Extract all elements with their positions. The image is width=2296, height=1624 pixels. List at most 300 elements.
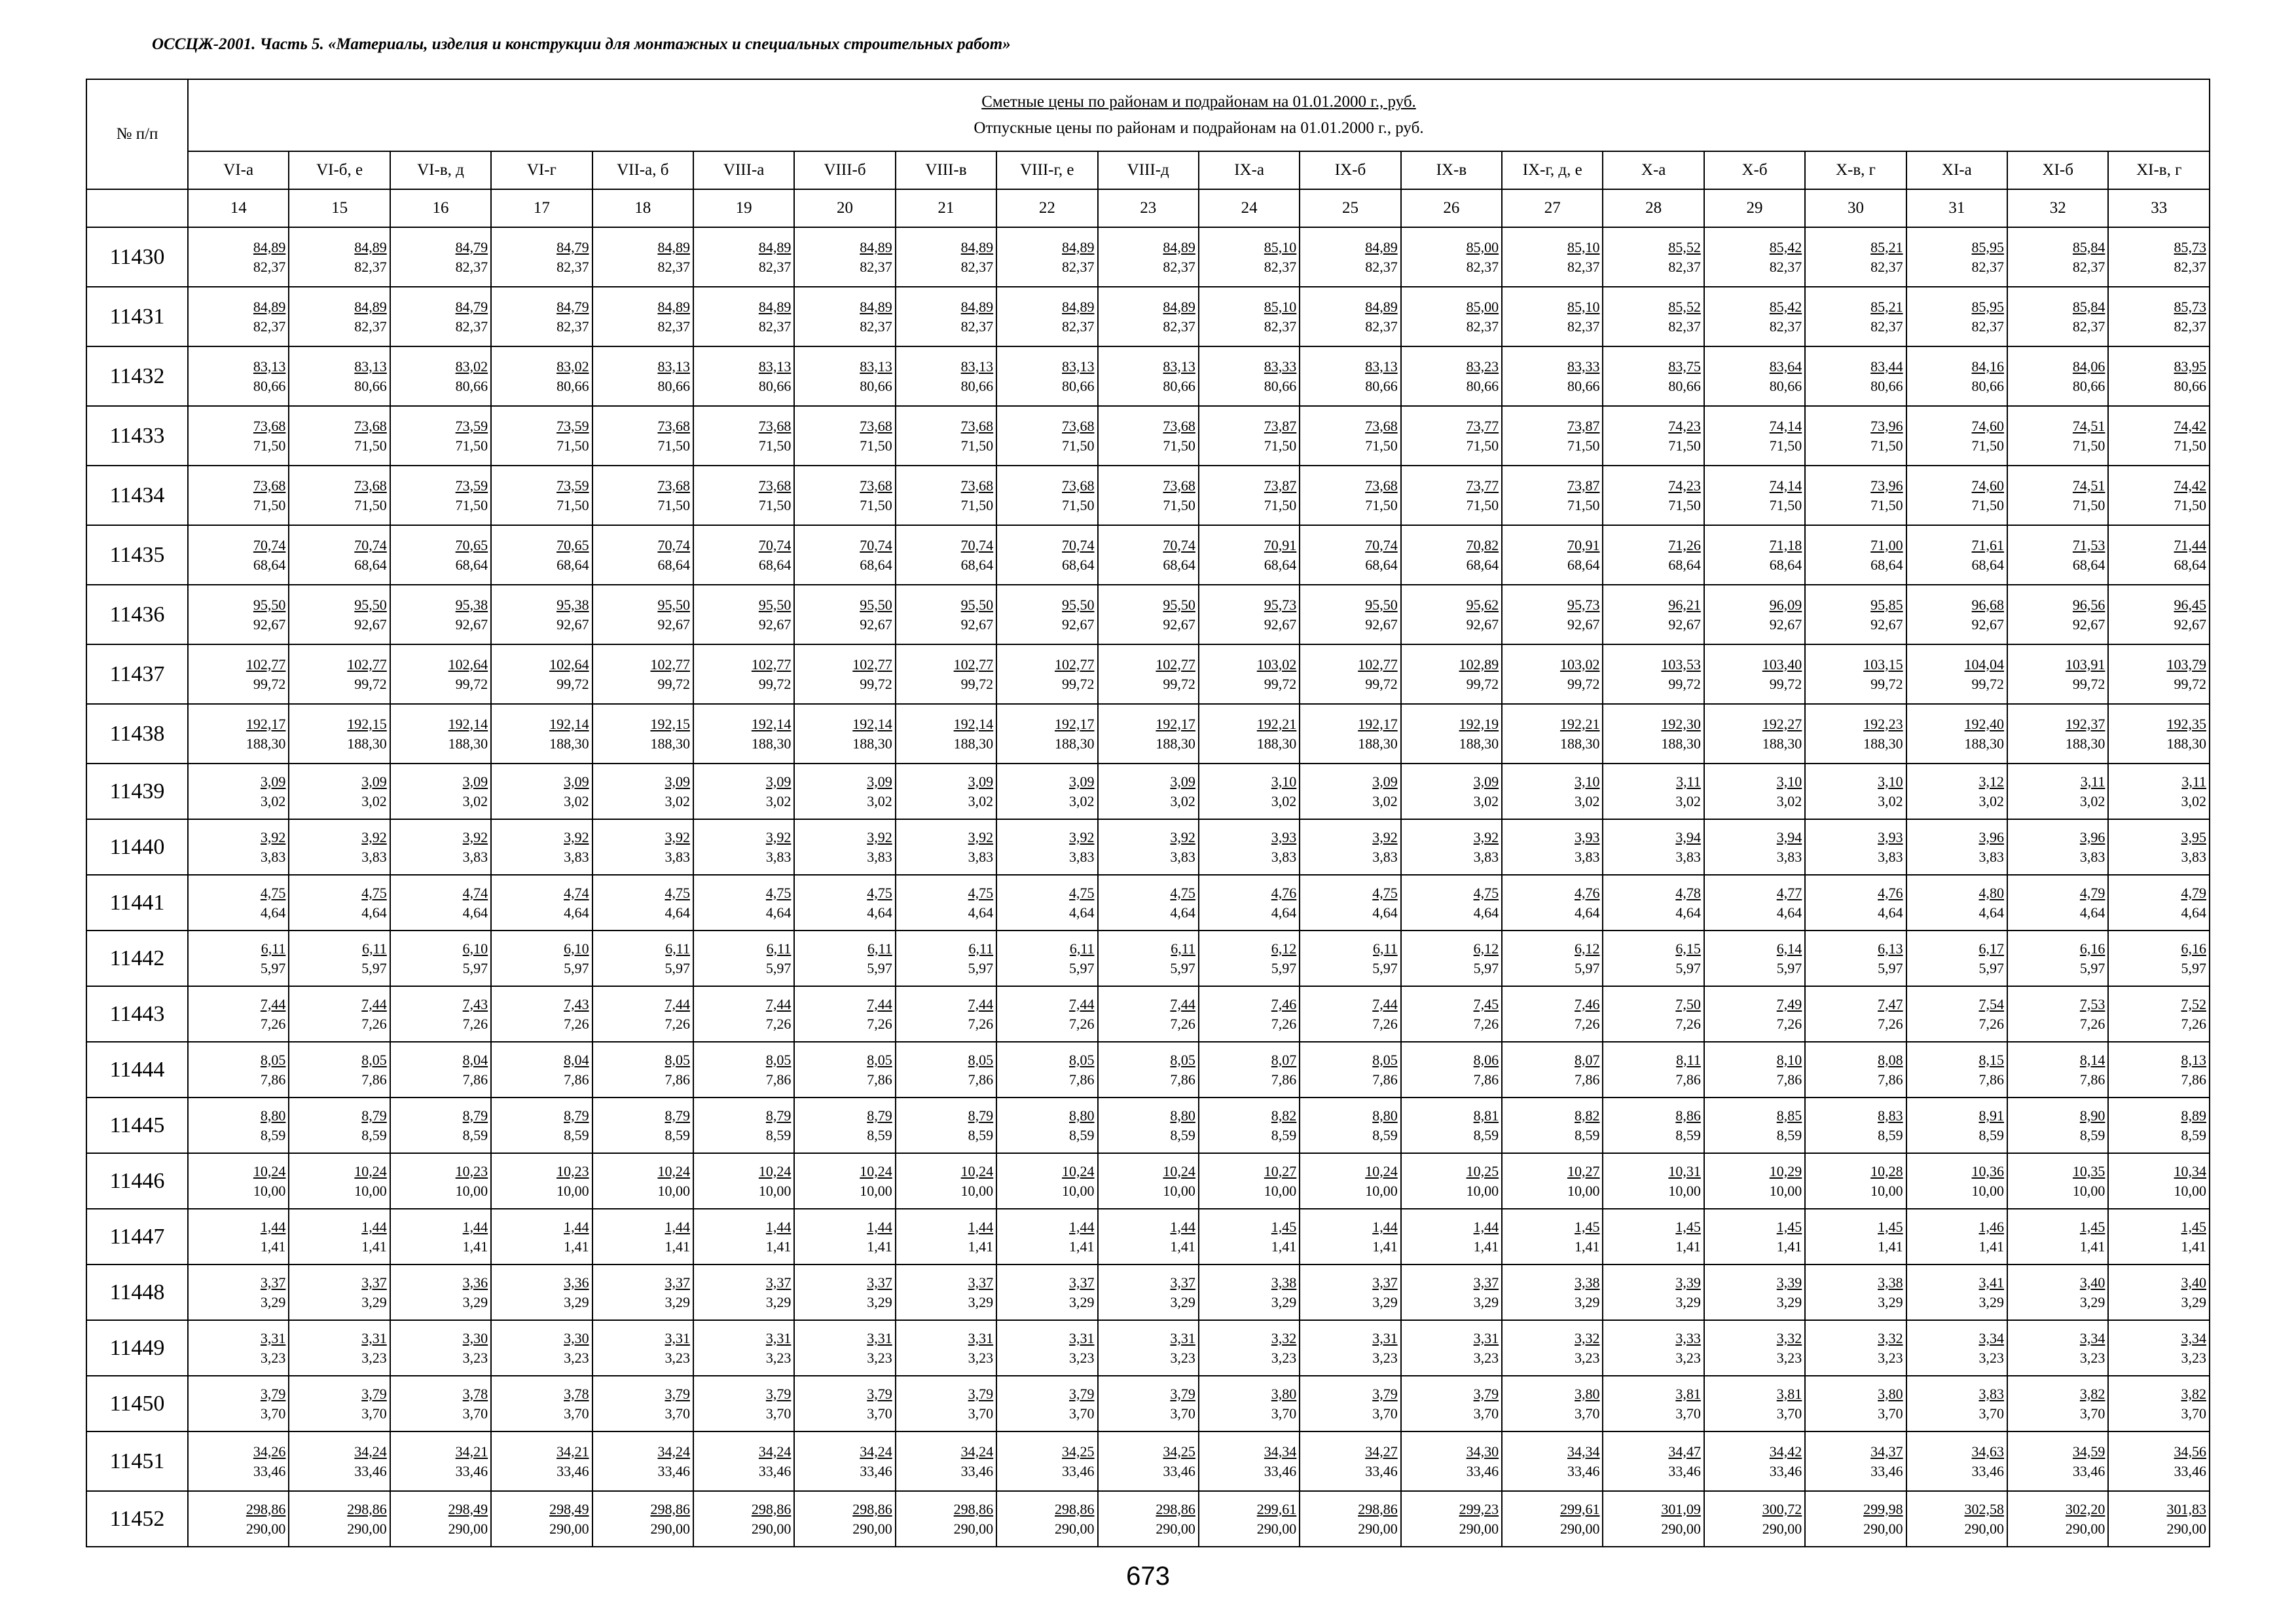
price-cell <box>794 764 895 819</box>
release-price: 290,00 <box>347 1520 387 1537</box>
estimate-price: 8,79 <box>867 1107 892 1124</box>
price-cell <box>1704 466 1805 525</box>
estimate-price: 95,50 <box>960 596 994 613</box>
price-cell <box>794 287 895 346</box>
price-cell <box>2007 287 2108 346</box>
release-price: 3,29 <box>1878 1293 1903 1310</box>
price-cell <box>1401 644 1502 704</box>
price-cell <box>289 704 390 764</box>
price-cell <box>1603 346 1704 406</box>
estimate-price: 3,92 <box>867 828 892 845</box>
price-cell <box>592 764 693 819</box>
release-price: 33,46 <box>1264 1462 1297 1479</box>
table-row <box>86 986 2210 1042</box>
price-cell <box>390 466 491 525</box>
estimate-price: 8,05 <box>361 1051 387 1068</box>
price-cell <box>1199 1431 1300 1491</box>
release-price: 290,00 <box>448 1520 488 1537</box>
release-price: 7,86 <box>1271 1071 1297 1088</box>
release-price: 290,00 <box>1358 1520 1398 1537</box>
price-cell <box>188 1320 289 1376</box>
price-cell <box>289 585 390 644</box>
district-header: VIII-г, е <box>996 151 1097 189</box>
release-price: 33,46 <box>657 1462 690 1479</box>
release-price: 99,72 <box>2174 675 2206 692</box>
price-cell <box>491 287 592 346</box>
price-cell <box>1300 525 1400 585</box>
release-price: 33,46 <box>2072 1462 2105 1479</box>
estimate-price: 192,14 <box>953 715 994 732</box>
estimate-price: 84,89 <box>960 238 994 255</box>
estimate-price: 3,92 <box>260 828 286 845</box>
price-cell <box>1199 931 1300 986</box>
price-cell <box>794 585 895 644</box>
estimate-price: 83,64 <box>1769 358 1802 375</box>
release-price: 1,41 <box>765 1238 792 1255</box>
release-price: 1,41 <box>665 1238 690 1255</box>
release-price: 71,50 <box>960 437 994 454</box>
estimate-price: 95,50 <box>1163 596 1195 613</box>
price-cell <box>289 1153 390 1209</box>
estimate-price: 3,92 <box>968 828 994 845</box>
estimate-price: 73,96 <box>1870 417 1903 434</box>
estimate-price: 6,11 <box>261 940 286 957</box>
estimate-price: 10,23 <box>556 1162 589 1179</box>
row-number: 11444 <box>86 1042 188 1098</box>
estimate-price: 96,45 <box>2174 596 2206 613</box>
price-cell <box>1906 1491 2007 1547</box>
row-number: 11431 <box>86 287 188 346</box>
price-cell <box>491 1264 592 1320</box>
release-price: 3,70 <box>665 1405 690 1422</box>
release-price: 1,41 <box>1878 1238 1903 1255</box>
estimate-price: 10,27 <box>1567 1162 1600 1179</box>
release-price: 71,50 <box>2072 437 2105 454</box>
release-price: 8,59 <box>1069 1126 1095 1143</box>
price-cell <box>1401 1153 1502 1209</box>
price-cell <box>996 346 1097 406</box>
release-price: 10,00 <box>860 1182 892 1199</box>
price-cell <box>794 1209 895 1264</box>
release-price: 82,37 <box>2072 318 2105 335</box>
price-cell <box>693 1264 794 1320</box>
price-cell <box>896 585 996 644</box>
release-price: 8,59 <box>361 1126 387 1143</box>
estimate-price: 3,83 <box>1978 1385 2005 1402</box>
release-price: 3,02 <box>968 792 994 809</box>
estimate-price: 71,44 <box>2174 536 2206 553</box>
district-header-row <box>86 151 2210 189</box>
price-table <box>86 79 2210 1547</box>
price-cell <box>1502 1209 1603 1264</box>
estimate-price: 8,79 <box>968 1107 994 1124</box>
release-price: 290,00 <box>549 1520 589 1537</box>
estimate-price: 3,92 <box>665 828 690 845</box>
release-price: 3,02 <box>867 792 892 809</box>
estimate-price: 3,92 <box>765 828 792 845</box>
release-price: 3,29 <box>867 1293 892 1310</box>
estimate-price: 102,64 <box>549 655 589 673</box>
release-price: 3,23 <box>2079 1349 2105 1366</box>
estimate-price: 73,68 <box>758 477 792 494</box>
running-head: ОССЦЖ-2001. Часть 5. «Материалы, изделия и конструкции для монтажных и специальных строительных работ» <box>152 35 1011 53</box>
price-cell <box>896 875 996 931</box>
estimate-price: 74,60 <box>1971 417 2005 434</box>
estimate-price: 10,24 <box>758 1162 792 1179</box>
price-cell <box>1098 1153 1199 1209</box>
release-price: 80,66 <box>657 377 690 394</box>
price-cell <box>1300 986 1400 1042</box>
estimate-price: 83,44 <box>1870 358 1903 375</box>
price-cell <box>491 1320 592 1376</box>
price-cell <box>390 931 491 986</box>
district-header: VIII-а <box>693 151 794 189</box>
release-price: 99,72 <box>1971 675 2005 692</box>
estimate-price: 3,79 <box>665 1385 690 1402</box>
release-price: 3,02 <box>2079 792 2105 809</box>
row-number: 11446 <box>86 1153 188 1209</box>
release-price: 7,86 <box>564 1071 589 1088</box>
price-cell <box>2108 931 2210 986</box>
estimate-price: 7,44 <box>260 995 286 1012</box>
release-price: 7,26 <box>765 1015 792 1032</box>
price-cell <box>1199 346 1300 406</box>
row-number: 11430 <box>86 227 188 287</box>
price-cell <box>2108 346 2210 406</box>
estimate-price: 4,76 <box>1878 884 1903 901</box>
estimate-price: 1,44 <box>361 1218 387 1235</box>
estimate-price: 70,74 <box>1163 536 1195 553</box>
estimate-price: 85,00 <box>1466 298 1499 315</box>
release-price: 3,02 <box>665 792 690 809</box>
release-price: 3,02 <box>1776 792 1802 809</box>
estimate-price: 8,04 <box>564 1051 589 1068</box>
price-cell <box>188 1209 289 1264</box>
release-price: 1,41 <box>1776 1238 1802 1255</box>
estimate-price: 83,13 <box>354 358 387 375</box>
estimate-price: 6,12 <box>1473 940 1499 957</box>
price-cell <box>1502 1098 1603 1153</box>
price-cell <box>896 346 996 406</box>
release-price: 7,26 <box>968 1015 994 1032</box>
release-price: 71,50 <box>1264 496 1297 513</box>
table-row <box>86 819 2210 875</box>
row-number: 11450 <box>86 1376 188 1431</box>
price-cell <box>1502 585 1603 644</box>
estimate-price: 3,31 <box>1372 1329 1398 1346</box>
district-header: IX-б <box>1300 151 1400 189</box>
estimate-price: 8,05 <box>260 1051 286 1068</box>
price-cell <box>1906 466 2007 525</box>
price-cell <box>1502 406 1603 466</box>
release-price: 188,30 <box>751 735 792 752</box>
price-cell <box>996 1491 1097 1547</box>
price-cell <box>188 287 289 346</box>
estimate-price: 84,89 <box>758 238 792 255</box>
release-price: 4,64 <box>1271 904 1297 921</box>
estimate-price: 3,09 <box>968 773 994 790</box>
estimate-price: 3,41 <box>1978 1274 2005 1291</box>
estimate-price: 83,13 <box>253 358 286 375</box>
estimate-price: 74,14 <box>1769 417 1802 434</box>
estimate-price: 3,39 <box>1776 1274 1802 1291</box>
column-number: 26 <box>1401 189 1502 227</box>
estimate-price: 34,30 <box>1466 1443 1499 1460</box>
row-number: 11445 <box>86 1098 188 1153</box>
estimate-price: 85,10 <box>1264 298 1297 315</box>
price-cell <box>1704 986 1805 1042</box>
release-price: 33,46 <box>1163 1462 1195 1479</box>
price-cell <box>1704 406 1805 466</box>
release-price: 71,50 <box>1062 437 1095 454</box>
release-price: 71,50 <box>556 496 589 513</box>
price-cell <box>996 1209 1097 1264</box>
estimate-price: 74,23 <box>1668 417 1701 434</box>
estimate-price: 3,10 <box>1271 773 1297 790</box>
release-price: 3,83 <box>361 848 387 865</box>
estimate-price: 4,80 <box>1978 884 2005 901</box>
estimate-price: 10,27 <box>1264 1162 1297 1179</box>
estimate-price: 95,50 <box>1062 596 1095 613</box>
price-cell <box>1704 875 1805 931</box>
release-price: 82,37 <box>1870 258 1903 275</box>
price-cell <box>188 819 289 875</box>
row-number: 11449 <box>86 1320 188 1376</box>
estimate-price: 70,82 <box>1466 536 1499 553</box>
price-cell <box>188 1153 289 1209</box>
estimate-price: 95,50 <box>1365 596 1398 613</box>
estimate-price: 8,05 <box>765 1051 792 1068</box>
price-cell <box>1502 287 1603 346</box>
column-number: 22 <box>996 189 1097 227</box>
price-cell <box>188 875 289 931</box>
release-price: 7,26 <box>2079 1015 2105 1032</box>
price-cell <box>2007 1098 2108 1153</box>
release-price: 188,30 <box>953 735 994 752</box>
release-price: 3,83 <box>665 848 690 865</box>
estimate-price: 3,11 <box>2080 773 2105 790</box>
price-cell <box>289 1320 390 1376</box>
estimate-price: 6,11 <box>766 940 792 957</box>
estimate-price: 3,11 <box>2181 773 2206 790</box>
release-price: 4,64 <box>361 904 387 921</box>
release-price: 290,00 <box>1256 1520 1297 1537</box>
estimate-price: 34,24 <box>758 1443 792 1460</box>
price-cell <box>491 764 592 819</box>
price-cell <box>2108 466 2210 525</box>
release-price: 7,26 <box>260 1015 286 1032</box>
price-cell <box>693 1098 794 1153</box>
district-header: VI-в, д <box>390 151 491 189</box>
release-price: 82,37 <box>1971 318 2005 335</box>
price-cell <box>592 644 693 704</box>
price-cell <box>188 931 289 986</box>
price-cell <box>896 287 996 346</box>
release-price: 3,23 <box>1069 1349 1095 1366</box>
estimate-price: 10,31 <box>1668 1162 1701 1179</box>
estimate-price: 95,73 <box>1567 596 1600 613</box>
release-price: 5,97 <box>867 959 892 976</box>
estimate-price: 302,20 <box>2065 1500 2105 1517</box>
release-price: 7,86 <box>968 1071 994 1088</box>
price-cell <box>896 1098 996 1153</box>
estimate-price: 10,24 <box>657 1162 690 1179</box>
release-price: 68,64 <box>556 556 589 573</box>
price-cell <box>1704 525 1805 585</box>
release-price: 99,72 <box>1870 675 1903 692</box>
district-header: VIII-в <box>896 151 996 189</box>
district-header: VIII-б <box>794 151 895 189</box>
column-number: 25 <box>1300 189 1400 227</box>
release-price: 99,72 <box>1365 675 1398 692</box>
price-cell <box>289 346 390 406</box>
price-cell <box>1805 1264 1906 1320</box>
estimate-price: 6,15 <box>1675 940 1701 957</box>
release-price: 71,50 <box>1466 496 1499 513</box>
price-cell <box>188 585 289 644</box>
estimate-price: 96,21 <box>1668 596 1701 613</box>
release-price: 82,37 <box>1870 318 1903 335</box>
estimate-price: 3,94 <box>1776 828 1802 845</box>
table-row <box>86 1153 2210 1209</box>
estimate-price: 6,10 <box>564 940 589 957</box>
price-cell <box>2108 1209 2210 1264</box>
release-price: 3,02 <box>1574 792 1600 809</box>
price-cell <box>2007 986 2108 1042</box>
estimate-price: 3,81 <box>1776 1385 1802 1402</box>
estimate-price: 6,13 <box>1878 940 1903 957</box>
release-price: 33,46 <box>960 1462 994 1479</box>
release-price: 3,23 <box>1372 1349 1398 1366</box>
release-price: 71,50 <box>556 437 589 454</box>
price-cell <box>996 764 1097 819</box>
price-cell <box>1906 1209 2007 1264</box>
release-price: 7,26 <box>1675 1015 1701 1032</box>
price-cell <box>1300 406 1400 466</box>
price-cell <box>1300 1153 1400 1209</box>
price-cell <box>2007 346 2108 406</box>
estimate-price: 8,80 <box>1170 1107 1195 1124</box>
price-cell <box>2108 986 2210 1042</box>
release-price: 4,64 <box>2181 904 2206 921</box>
estimate-price: 73,59 <box>455 417 488 434</box>
estimate-price: 6,11 <box>362 940 387 957</box>
price-cell <box>390 1153 491 1209</box>
price-cell <box>491 875 592 931</box>
price-cell <box>1199 1209 1300 1264</box>
row-number: 11442 <box>86 931 188 986</box>
release-price: 99,72 <box>2072 675 2105 692</box>
estimate-price: 301,09 <box>1661 1500 1701 1517</box>
release-price: 71,50 <box>1365 437 1398 454</box>
release-price: 3,70 <box>1473 1405 1499 1422</box>
table-row <box>86 704 2210 764</box>
row-number: 11447 <box>86 1209 188 1264</box>
table-row <box>86 287 2210 346</box>
price-cell <box>1603 406 1704 466</box>
price-cell <box>1704 1376 1805 1431</box>
estimate-price: 4,79 <box>2181 884 2206 901</box>
price-cell <box>1199 406 1300 466</box>
release-price: 188,30 <box>1256 735 1297 752</box>
price-group-header <box>188 79 2210 151</box>
estimate-price: 8,04 <box>462 1051 488 1068</box>
price-cell <box>896 1264 996 1320</box>
release-price: 3,70 <box>867 1405 892 1422</box>
release-price: 82,37 <box>1062 318 1095 335</box>
estimate-price: 3,37 <box>765 1274 792 1291</box>
estimate-price: 83,13 <box>1163 358 1195 375</box>
price-cell <box>390 1098 491 1153</box>
release-price: 99,72 <box>455 675 488 692</box>
estimate-price: 3,79 <box>968 1385 994 1402</box>
release-price: 3,29 <box>665 1293 690 1310</box>
release-price: 3,83 <box>1574 848 1600 865</box>
estimate-price: 6,17 <box>1978 940 2005 957</box>
estimate-price: 3,37 <box>1372 1274 1398 1291</box>
release-price: 80,66 <box>556 377 589 394</box>
estimate-price: 3,96 <box>1978 828 2005 845</box>
estimate-price: 3,32 <box>1271 1329 1297 1346</box>
estimate-price: 7,44 <box>765 995 792 1012</box>
release-price: 33,46 <box>860 1462 892 1479</box>
release-price: 10,00 <box>1870 1182 1903 1199</box>
release-price: 92,67 <box>354 616 387 633</box>
price-cell <box>1401 1320 1502 1376</box>
release-price: 80,66 <box>1264 377 1297 394</box>
release-price: 33,46 <box>1870 1462 1903 1479</box>
price-cell <box>491 644 592 704</box>
estimate-price: 8,05 <box>968 1051 994 1068</box>
price-cell <box>693 875 794 931</box>
estimate-price: 299,61 <box>1256 1500 1297 1517</box>
price-cell <box>693 466 794 525</box>
release-price: 82,37 <box>556 318 589 335</box>
price-cell <box>1401 227 1502 287</box>
estimate-price: 34,47 <box>1668 1443 1701 1460</box>
release-price: 82,37 <box>960 318 994 335</box>
estimate-price: 84,79 <box>455 298 488 315</box>
column-number-row <box>86 189 2210 227</box>
estimate-price: 73,77 <box>1466 477 1499 494</box>
price-cell <box>289 819 390 875</box>
release-price: 99,72 <box>657 675 690 692</box>
estimate-price: 73,68 <box>1365 477 1398 494</box>
price-cell <box>390 875 491 931</box>
price-cell <box>1199 585 1300 644</box>
release-price: 99,72 <box>960 675 994 692</box>
price-cell <box>1704 1264 1805 1320</box>
release-price: 3,83 <box>260 848 286 865</box>
price-cell <box>2007 1491 2108 1547</box>
estimate-price: 7,45 <box>1473 995 1499 1012</box>
price-cell <box>1805 875 1906 931</box>
price-cell <box>390 1209 491 1264</box>
estimate-price: 3,79 <box>1170 1385 1195 1402</box>
release-price: 71,50 <box>2174 496 2206 513</box>
price-cell <box>390 1042 491 1098</box>
price-cell <box>1603 1431 1704 1491</box>
price-cell <box>1300 764 1400 819</box>
release-price: 80,66 <box>354 377 387 394</box>
price-cell <box>693 644 794 704</box>
price-cell <box>1603 1491 1704 1547</box>
estimate-price: 95,38 <box>455 596 488 613</box>
price-cell <box>1502 1153 1603 1209</box>
price-cell <box>592 585 693 644</box>
release-price: 92,67 <box>253 616 286 633</box>
price-cell <box>390 406 491 466</box>
